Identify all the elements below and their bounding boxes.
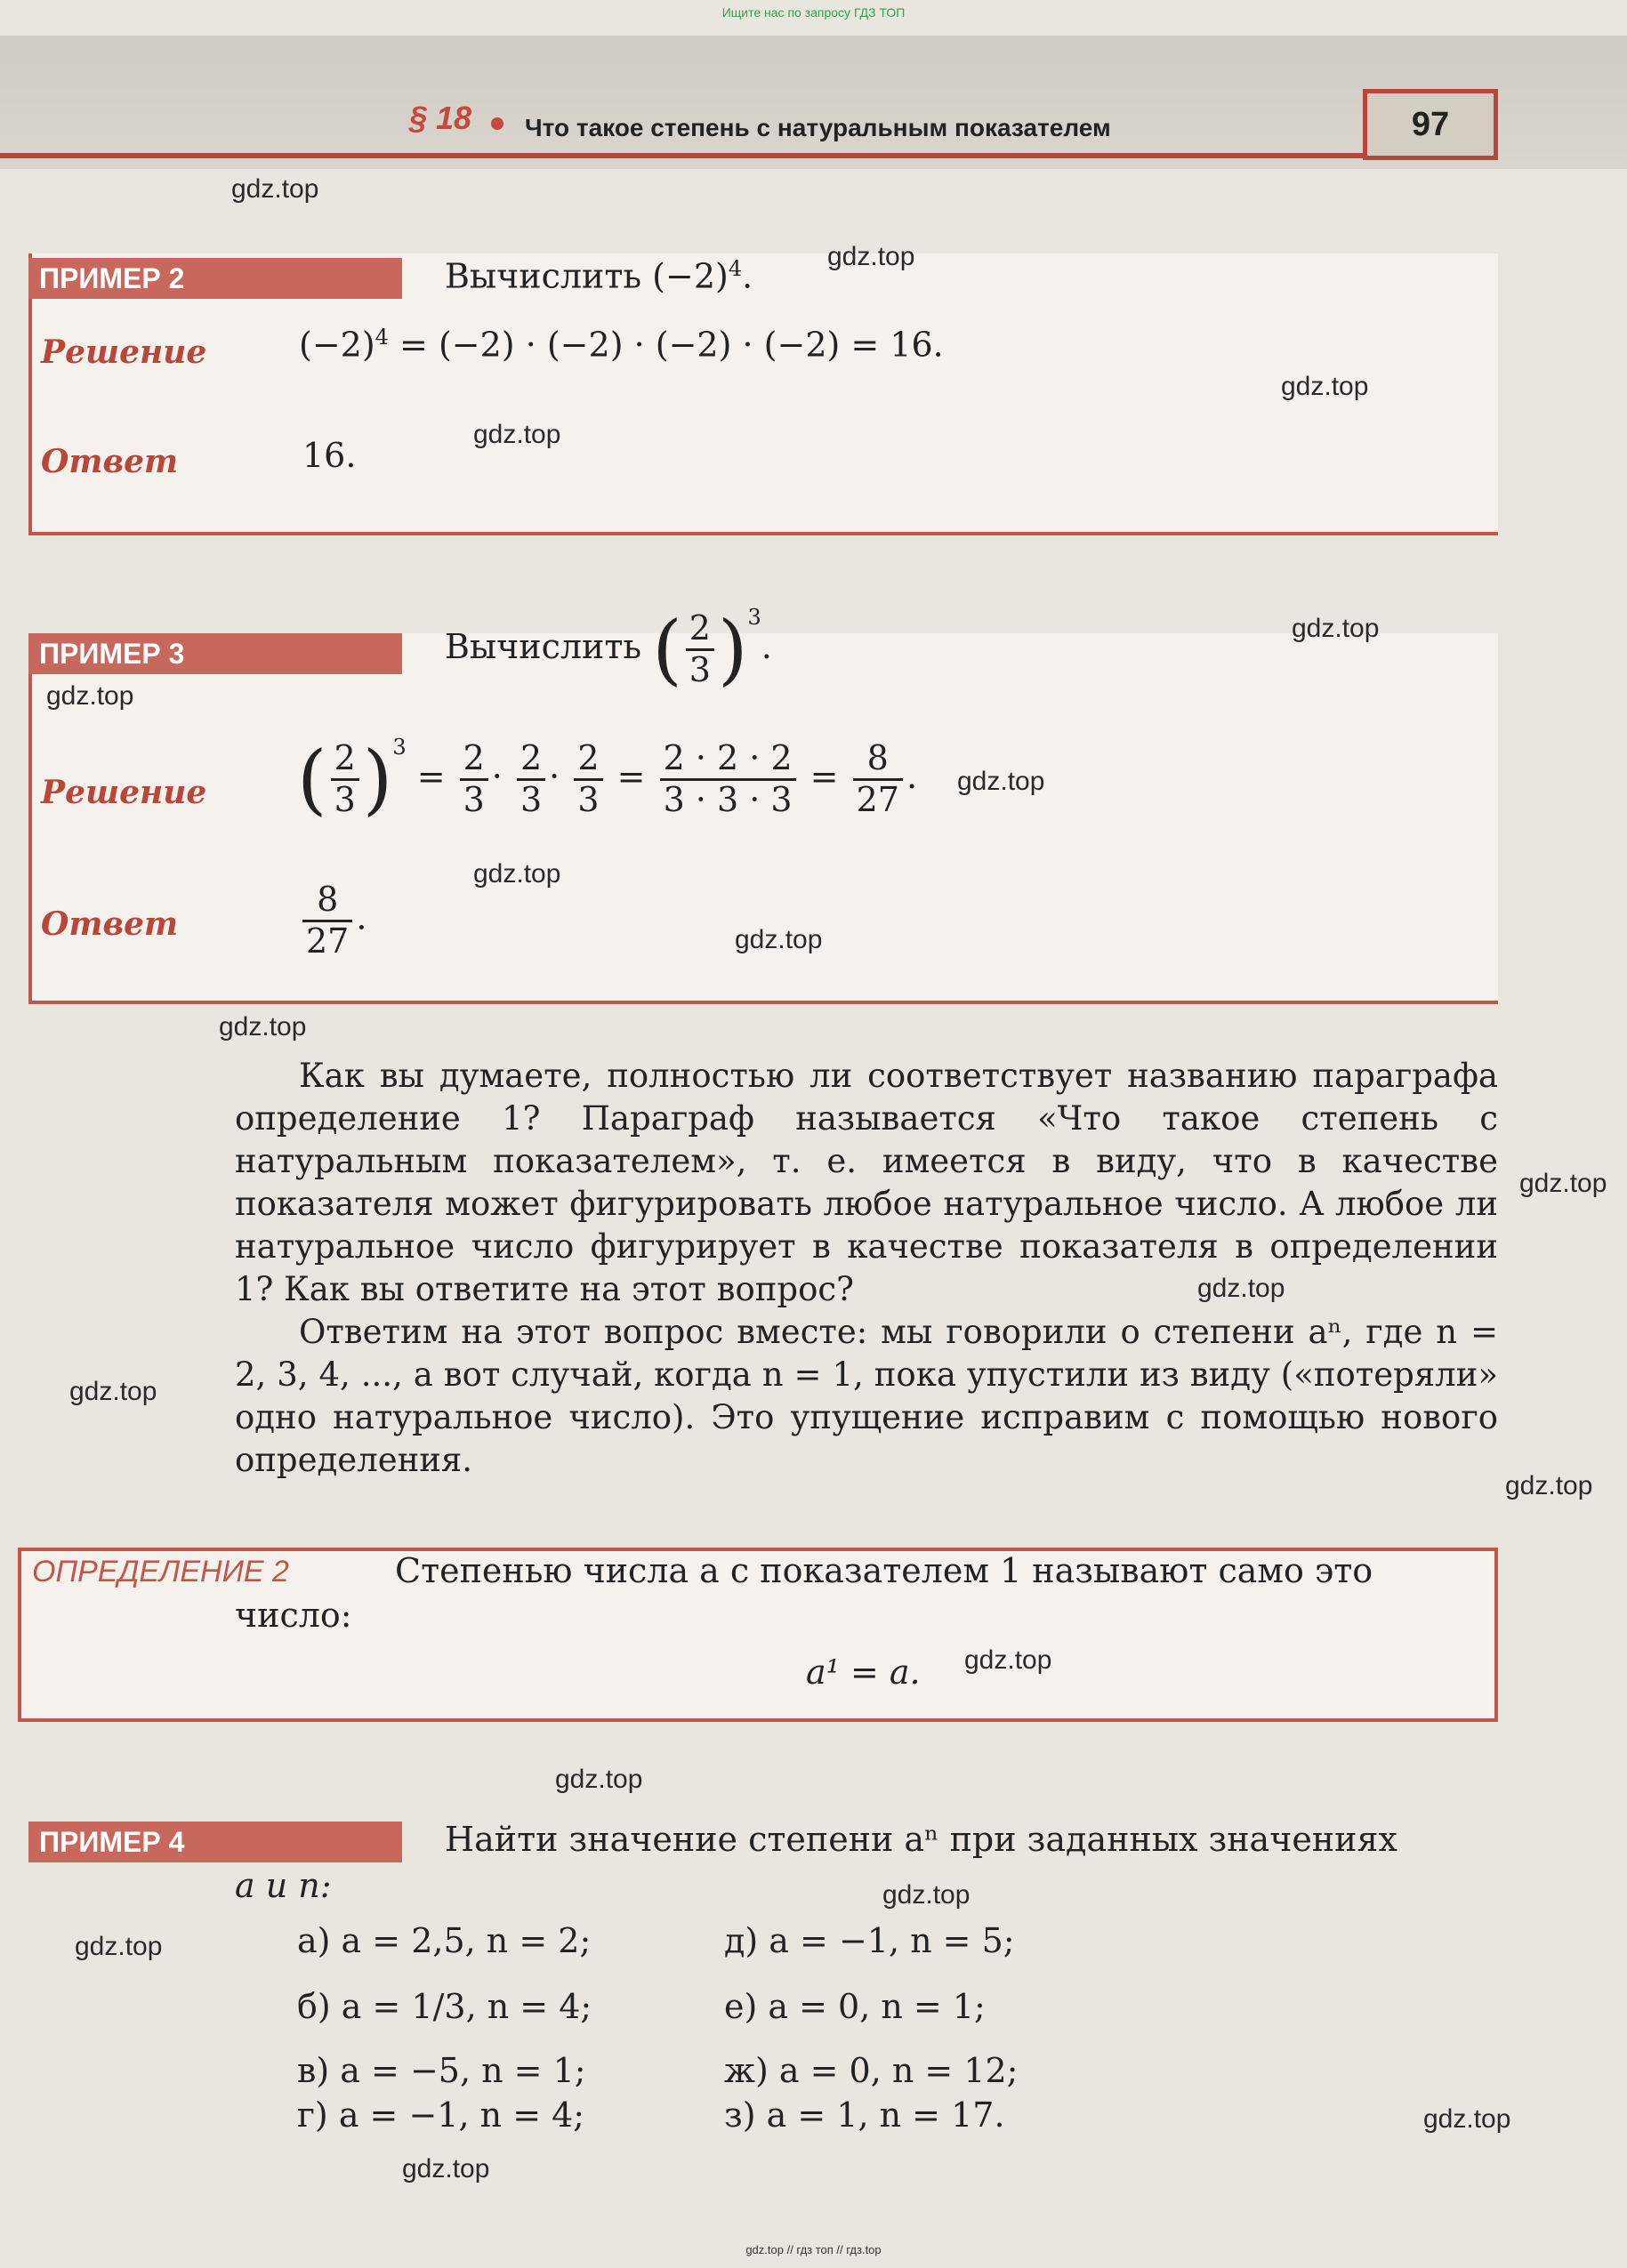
watermark: gdz.top	[1281, 372, 1369, 401]
list-item: б) a = 1/3, n = 4;	[297, 1987, 592, 2026]
watermark: gdz.top	[1197, 1274, 1285, 1303]
watermark: gdz.top	[555, 1765, 643, 1794]
example4-task-line2: a и n:	[235, 1866, 332, 1905]
example3-answer-label: Ответ	[41, 905, 179, 943]
list-item: ж) a = 0, n = 12;	[724, 2051, 1019, 2090]
watermark: gdz.top	[402, 2154, 490, 2184]
watermark: gdz.top	[231, 174, 319, 204]
example2-task: Вычислить $(-2)^4$.	[445, 256, 753, 296]
watermark: gdz.top	[46, 681, 134, 711]
watermark: gdz.top	[1505, 1471, 1593, 1500]
watermark: gdz.top	[1423, 2104, 1511, 2134]
example2-task-text: Вычислить (−2)	[445, 256, 729, 296]
list-item: д) a = −1, n = 5;	[724, 1921, 1015, 1960]
example3-product-fraction: $\frac{2 \cdot 2 \cdot 2}{3 \cdot 3 \cdot 3}$	[660, 739, 796, 819]
list-item: г) a = −1, n = 4;	[297, 2095, 585, 2135]
list-item: а) a = 2,5, n = 2;	[297, 1921, 592, 1960]
header-rule	[0, 153, 1370, 158]
example4-task-line1: Найти значение степени aⁿ при заданных значениях	[445, 1820, 1397, 1859]
watermark: gdz.top	[957, 767, 1045, 796]
example3-left-rule	[28, 633, 32, 1002]
example2-task-exp: 4	[728, 256, 743, 281]
list-item: в) a = −5, n = 1;	[297, 2051, 586, 2090]
watermark: gdz.top	[219, 1012, 307, 1042]
example2-solution-exp: 4	[375, 325, 389, 350]
watermark: gdz.top	[473, 859, 561, 889]
top-note: Ищите нас по запросу ГДЗ ТОП	[721, 5, 906, 20]
example3-tag: ПРИМЕР 3	[28, 633, 402, 674]
definition2-text-line1: Степенью числа a с показателем 1 называют само это	[395, 1551, 1373, 1590]
example3-task-fraction: $\frac{2}{3}$	[686, 609, 714, 689]
list-item: е) a = 0, n = 1;	[724, 1987, 986, 2026]
example2-answer-label: Ответ	[41, 443, 179, 480]
example2-answer: 16.	[302, 436, 357, 475]
example3-task-text: Вычислить	[445, 627, 642, 666]
watermark: gdz.top	[882, 1880, 971, 1910]
example2-tag: ПРИМЕР 2	[28, 258, 402, 299]
watermark: gdz.top	[735, 925, 823, 954]
example2-solution-base: (−2)	[299, 325, 375, 365]
definition2-text-line2: число:	[235, 1596, 352, 1635]
watermark: gdz.top	[473, 420, 561, 449]
section-number: § 18	[409, 100, 472, 136]
definition2-formula: a¹ = a.	[806, 1653, 921, 1692]
example3-solution: ( $\frac{2}{3}$ )$^3$ = $\frac{2}{3}$ · $\frac{2}{3}$ · $\frac{2}{3}$ = $\frac{2 \cdot 2 \cdot 2}{3 \cdot 3 \cdot 3}$ = $\frac{8}{27}$ .	[297, 735, 918, 824]
watermark: gdz.top	[827, 242, 915, 271]
paragraph-answer: Ответим на этот вопрос вместе: мы говорили о степени aⁿ, где n = 2, 3, 4, ..., а вот случай, когда n = 1, пока упустили из виду («потеряли» одно натуральное число). Это упущение исправим с помощью нового определения.	[235, 1313, 1498, 1479]
example3-result-fraction: $\frac{8}{27}$	[853, 739, 903, 819]
watermark: gdz.top	[1292, 614, 1380, 643]
example2-solution-rest: = (−2) · (−2) · (−2) · (−2) = 16.	[388, 325, 944, 365]
watermark: gdz.top	[69, 1377, 157, 1406]
page-number-box	[1363, 89, 1498, 160]
paragraph-question: Как вы думаете, полностью ли соответствует названию параграфа определение 1? Параграф называется «Что такое степень с натуральным показателем», т. е. имеется в виду, что в качестве показателя может фигурировать любое натуральное число. А любое ли натуральное число фигурирует в качестве показателя в определении 1? Как вы ответите на этот вопрос?	[235, 1057, 1498, 1308]
example3-solution-label: Решение	[41, 774, 207, 811]
example3-bottom-rule	[28, 1001, 1498, 1004]
bottom-note: gdz.top // гдз топ // гдз.top	[745, 2243, 882, 2256]
example3-answer: $\frac{8}{27}$ .	[299, 881, 366, 961]
section-title: Что такое степень с натуральным показателем	[525, 114, 1111, 141]
watermark: gdz.top	[1519, 1169, 1607, 1198]
definition2-tag: ОПРЕДЕЛЕНИЕ 2	[32, 1555, 289, 1588]
example2-bottom-rule	[28, 532, 1498, 535]
example3-task: Вычислить ( $\frac{2}{3}$ )$^3$.	[445, 605, 772, 695]
page-number: 97	[1411, 106, 1450, 143]
watermark: gdz.top	[75, 1932, 163, 1961]
list-item: з) a = 1, n = 17.	[724, 2095, 1005, 2135]
bullet-icon	[491, 117, 503, 130]
example2-solution	[299, 325, 944, 365]
example2-solution-label: Решение	[41, 334, 207, 371]
example4-tag: ПРИМЕР 4	[28, 1822, 402, 1862]
watermark: gdz.top	[964, 1645, 1052, 1675]
